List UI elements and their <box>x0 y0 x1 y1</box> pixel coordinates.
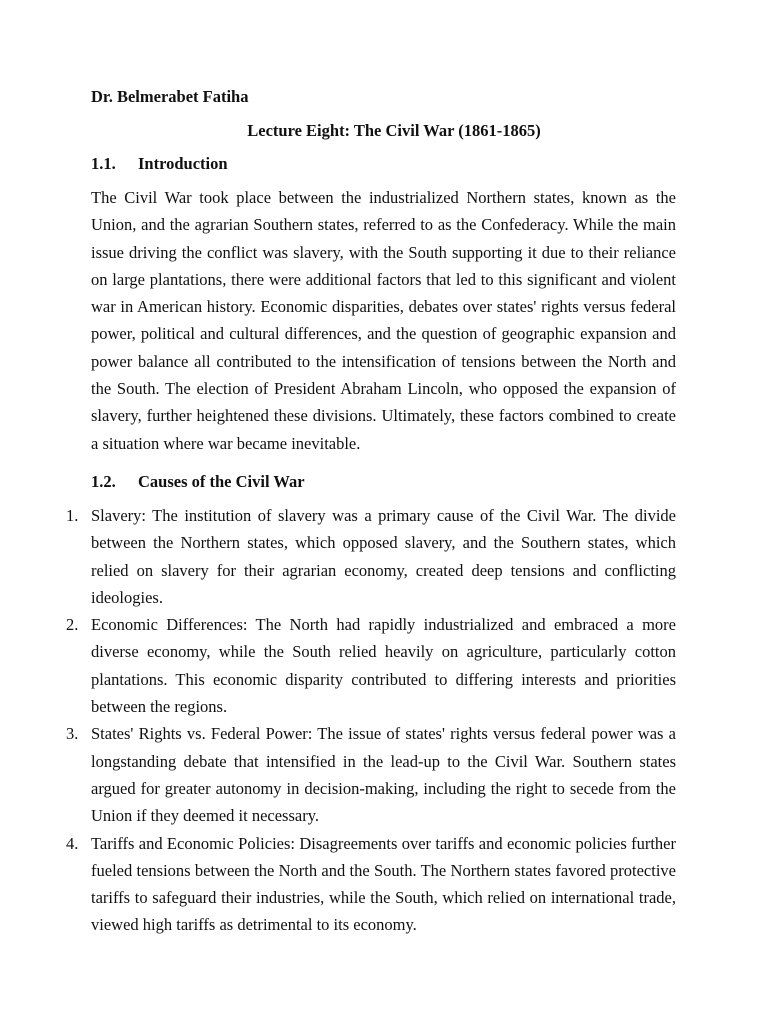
list-marker: 1. <box>66 506 79 525</box>
section-number: 1.2. <box>91 472 116 491</box>
list-item <box>66 720 676 829</box>
section-title: Causes of the Civil War <box>138 472 305 491</box>
introduction-paragraph: The Civil War took place between the industrialized Northern states, known as the Union, and the agrarian Southern states, referred to as the Confederacy. While the main issue driving the conflict was slavery, with the South supporting it due to their reliance on large plantations, there were additional factors that led to this significant and violent war in American history. Economic disparities, debates over states' rights versus federal power, political and cultural differences, and the question of geographic expansion and power balance all contributed to the intensification of tensions between the North and the South. The election of President Abraham Lincoln, who opposed the expansion of slavery, further heightened these divisions. Ultimately, these factors combined to create a situation where war became inevitable. <box>91 188 676 453</box>
list-marker: 4. <box>66 833 79 853</box>
lecture-title-text: Lecture Eight: The Civil War (1861-1865) <box>247 121 541 140</box>
section-title: Introduction <box>138 154 228 173</box>
list-item <box>66 611 676 720</box>
list-item <box>66 502 676 611</box>
causes-list <box>66 502 676 939</box>
section-heading-introduction <box>91 153 228 175</box>
list-item-text: States' Rights vs. Federal Power: The issue of states' rights versus federal power was a longstanding debate that intensified in the lead-up to the Civil War. Southern states argued for greater autonomy in decision-making, including the right to secede from the Union if they deemed it necessary. <box>91 724 676 826</box>
list-marker: 2. <box>66 615 79 635</box>
list-item-text: Economic Differences: The North had rapidly industrialized and embraced a more diverse economy, while the South relied heavily on agriculture, particularly cotton plantations. This economic disparity contributed to differing interests and priorities between the regions. <box>91 615 676 717</box>
list-item-text: Slavery: The institution of slavery was a primary cause of the Civil War. The divide between the Northern states, which opposed slavery, and the Southern states, which relied on slavery for their agrarian economy, created deep tensions and conflicting ideologies. <box>91 506 676 607</box>
section-number: 1.1. <box>91 154 116 173</box>
list-item-text: Tariffs and Economic Policies: Disagreements over tariffs and economic policies further fueled tensions between the North and the South. The Northern states favored protective tariffs to safeguard their industries, while the South, which relied on international trade, viewed high tariffs as detrimental to its economy. <box>91 833 676 935</box>
author-name: Dr. Belmerabet Fatiha <box>91 87 249 106</box>
section-heading-causes <box>91 471 305 493</box>
list-marker: 3. <box>66 724 79 744</box>
lecture-title <box>0 120 768 142</box>
list-item <box>66 830 676 939</box>
